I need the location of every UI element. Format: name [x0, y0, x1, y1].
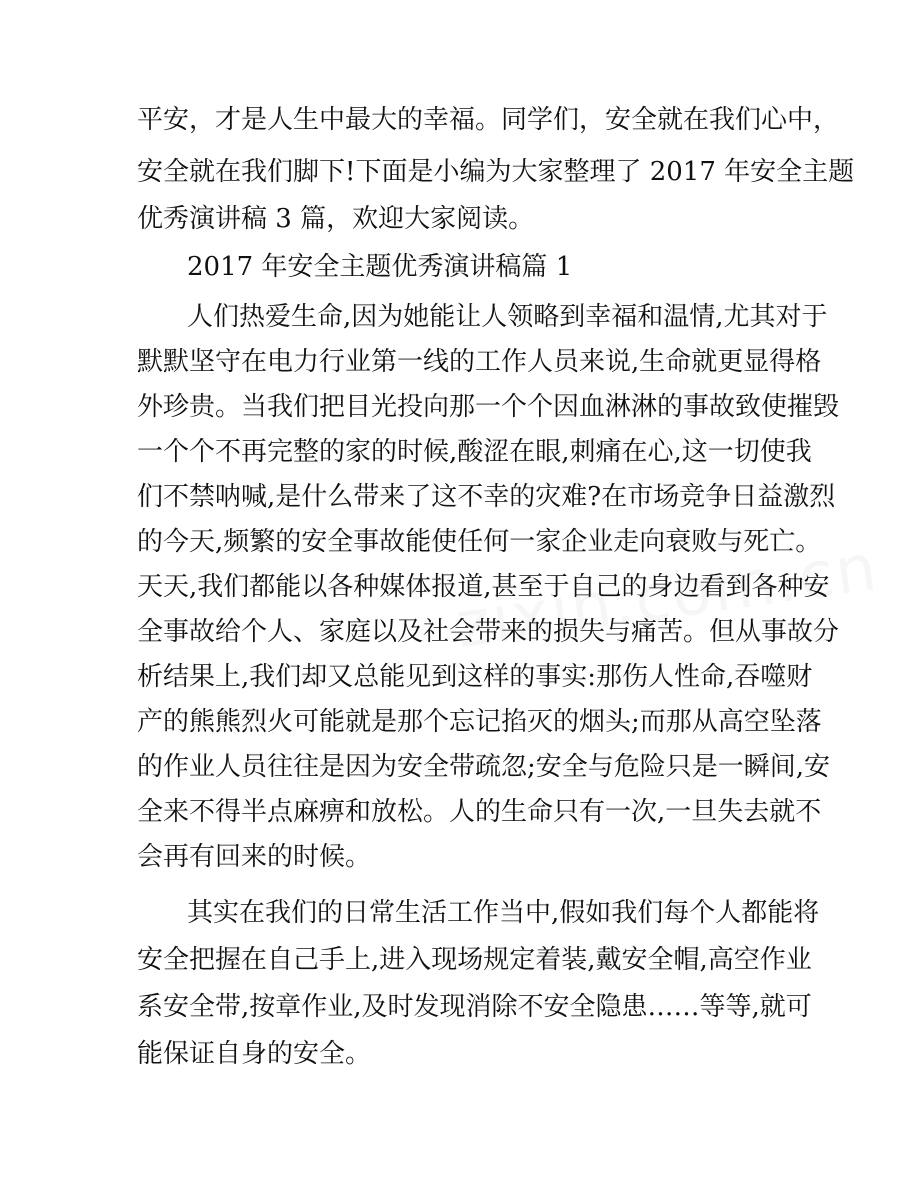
paragraph-1-line: 会再有回来的时候。 — [137, 842, 372, 872]
paragraph-2-line: 能保证自身的安全。 — [137, 1039, 372, 1069]
paragraph-1-line: 们不禁呐喊,是什么带来了这不幸的灾难?在市场竞争日益激烈 — [137, 482, 836, 512]
paragraph-1-line: 人们热爱生命,因为她能让人领略到幸福和温情,尤其对于 — [187, 302, 828, 332]
paragraph-1-line: 全来不得半点麻痹和放松。人的生命只有一次,一旦失去就不 — [137, 797, 822, 827]
intro-line: 优秀演讲稿 3 篇，欢迎大家阅读。 — [137, 204, 535, 234]
paragraph-1-line: 的作业人员往往是因为安全带疏忽;安全与危险只是一瞬间,安 — [137, 752, 831, 782]
intro-line: 安全就在我们脚下!下面是小编为大家整理了 2017 年安全主题 — [137, 157, 855, 187]
paragraph-1-line: 产的熊熊烈火可能就是那个忘记掐灭的烟头;而那从高空坠落 — [137, 707, 822, 737]
paragraph-1-line: 一个个不再完整的家的时候,酸涩在眼,刺痛在心,这一切使我 — [137, 437, 812, 467]
paragraph-2-line: 其实在我们的日常生活工作当中,假如我们每个人都能将 — [187, 898, 820, 928]
paragraph-1-line: 全事故给个人、家庭以及社会带来的损失与痛苦。但从事故分 — [137, 617, 840, 647]
intro-line: 平安，才是人生中最大的幸福。同学们，安全就在我们心中， — [137, 105, 840, 135]
section-title: 2017 年安全主题优秀演讲稿篇 1 — [187, 252, 573, 282]
paragraph-1-line: 天天,我们都能以各种媒体报道,甚至于自己的身边看到各种安 — [137, 572, 830, 602]
paragraph-2-line: 安全把握在自己手上,进入现场规定着装,戴安全帽,高空作业 — [137, 945, 812, 975]
paragraph-2-line: 系安全带,按章作业,及时发现消除不安全隐患……等等,就可 — [137, 992, 812, 1022]
paragraph-1-line: 析结果上,我们却又总能见到这样的事实:那伤人性命,吞噬财 — [137, 662, 813, 692]
paragraph-1-line: 默默坚守在电力行业第一线的工作人员来说,生命就更显得格 — [137, 347, 822, 377]
paragraph-1-line: 外珍贵。当我们把目光投向那一个个因血淋淋的事故致使摧毁 — [137, 392, 840, 422]
paragraph-1-line: 的今天,频繁的安全事故能使任何一家企业走向衰败与死亡。 — [137, 527, 822, 557]
